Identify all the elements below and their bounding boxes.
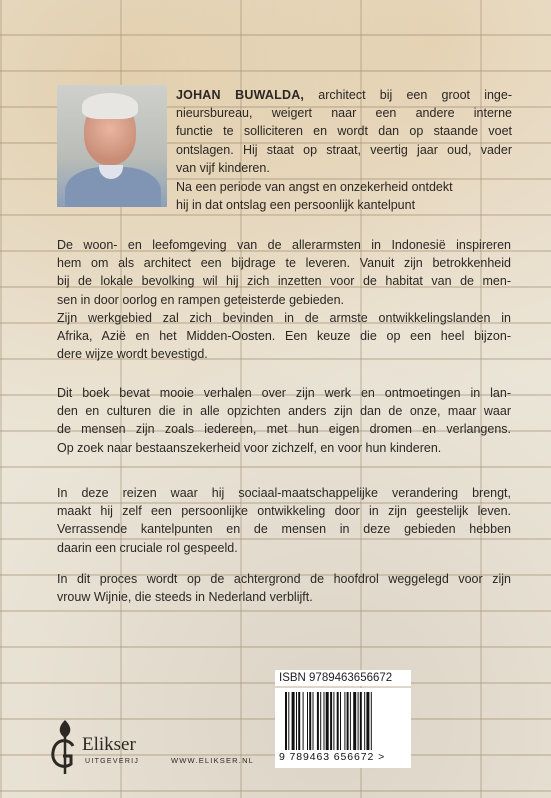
barcode-bar xyxy=(330,692,332,750)
body-paragraph-2: Dit boek bevat mooie verhalen over zijn werk en ontmoetingen in lan- den en culturen die in alle opzichten anders zijn dan de onze, maar waar de mensen zijn zoals iedereen, met hun eigen dromen en verlangens. Op zoek naar bestaanszekerheid voor zichzelf, en voor hun kinderen. xyxy=(57,386,511,455)
barcode-bar xyxy=(353,692,356,750)
isbn-label: ISBN 9789463656672 xyxy=(275,670,411,686)
barcode-bars xyxy=(285,692,401,750)
publisher-logo xyxy=(47,718,177,778)
intro-line: Na een periode van angst en onzekerheid ontdekt xyxy=(176,180,453,194)
isbn-barcode xyxy=(275,688,411,768)
barcode-bar xyxy=(313,692,314,750)
barcode-bar xyxy=(288,692,289,750)
barcode-bar xyxy=(326,692,329,750)
intro-line: hij in dat ontslag een persoonlijk kantelpunt xyxy=(176,198,416,213)
elikser-emblem-icon xyxy=(47,718,83,776)
author-intro-paragraph xyxy=(176,86,512,177)
author-photo xyxy=(57,85,167,207)
barcode-bar xyxy=(333,692,334,750)
barcode-bar xyxy=(296,692,297,750)
barcode-bar xyxy=(371,692,372,750)
barcode-digits: 9 789463 656672 > xyxy=(279,750,407,764)
barcode-bar xyxy=(307,692,308,750)
barcode-bar xyxy=(309,692,311,750)
intro-line: van vijf kinderen. xyxy=(176,160,270,175)
body-paragraph-1: De woon- en leefomgeving van de allerarmsten in Indonesië inspireren hem om als architect een bijdrage te leveren. Vanuit zijn betrokkenheid bij de lokale bevolking wil hij zich inzetten voor de habitat van de men- sen in door oorlog en rampen geteisterde gebieden. Zijn werkgebied zal zich bevinden in de armste ontwikkelingslanden in Afrika, Azië en het Midden-Oosten. Een keuze die op een heel bijzon- dere wijze wordt bevestigd. xyxy=(57,238,511,362)
barcode-bar xyxy=(360,692,362,750)
intro-line: nieursbureau, weigert naar een andere interne xyxy=(176,106,512,121)
barcode-bar xyxy=(285,692,287,750)
body-paragraph-3: In deze reizen waar hij sociaal-maatschappelijke verandering brengt, maakt hij zelf een persoonlijke ontwikkeling door in zijn geestelijk leven. Verrassende kantelpunten en de mensen in deze gebieden hebben daarin een cruciale rol gespeeld. xyxy=(57,486,511,555)
barcode-bar xyxy=(364,692,365,750)
barcode-bar xyxy=(347,692,349,750)
intro-line: functie te solliciteren en wordt dan op staande voet xyxy=(176,124,512,139)
body-paragraph-4: In dit proces wordt op de achtergrond de hoofdrol weggelegd voor zijn vrouw Wijnie, die steeds in Nederland verblijft. xyxy=(57,572,511,605)
barcode-bar xyxy=(324,692,325,750)
barcode-bar xyxy=(340,692,341,750)
barcode-bar xyxy=(337,692,339,750)
barcode-bar xyxy=(358,692,359,750)
barcode-bar xyxy=(317,692,319,750)
author-name: JOHAN BUWALDA, xyxy=(176,88,305,102)
intro-line: JOHAN BUWALDA, architect bij een groot inge- xyxy=(176,88,512,102)
barcode-bar xyxy=(320,692,321,750)
publisher-website: WWW.ELIKSER.NL xyxy=(171,756,255,765)
intro-continuation xyxy=(176,178,512,214)
barcode-bar xyxy=(303,692,304,750)
barcode-bar xyxy=(350,692,351,750)
barcode-bar xyxy=(344,692,345,750)
barcode-bar xyxy=(292,692,295,750)
publisher-name: Elikser xyxy=(82,734,136,755)
barcode-bar xyxy=(366,692,369,750)
publisher-subtitle: UITGEVERIJ xyxy=(85,758,140,765)
intro-line: ontslagen. Hij staat op straat, veertig jaar oud, vader xyxy=(176,142,512,157)
barcode-bar xyxy=(298,692,300,750)
